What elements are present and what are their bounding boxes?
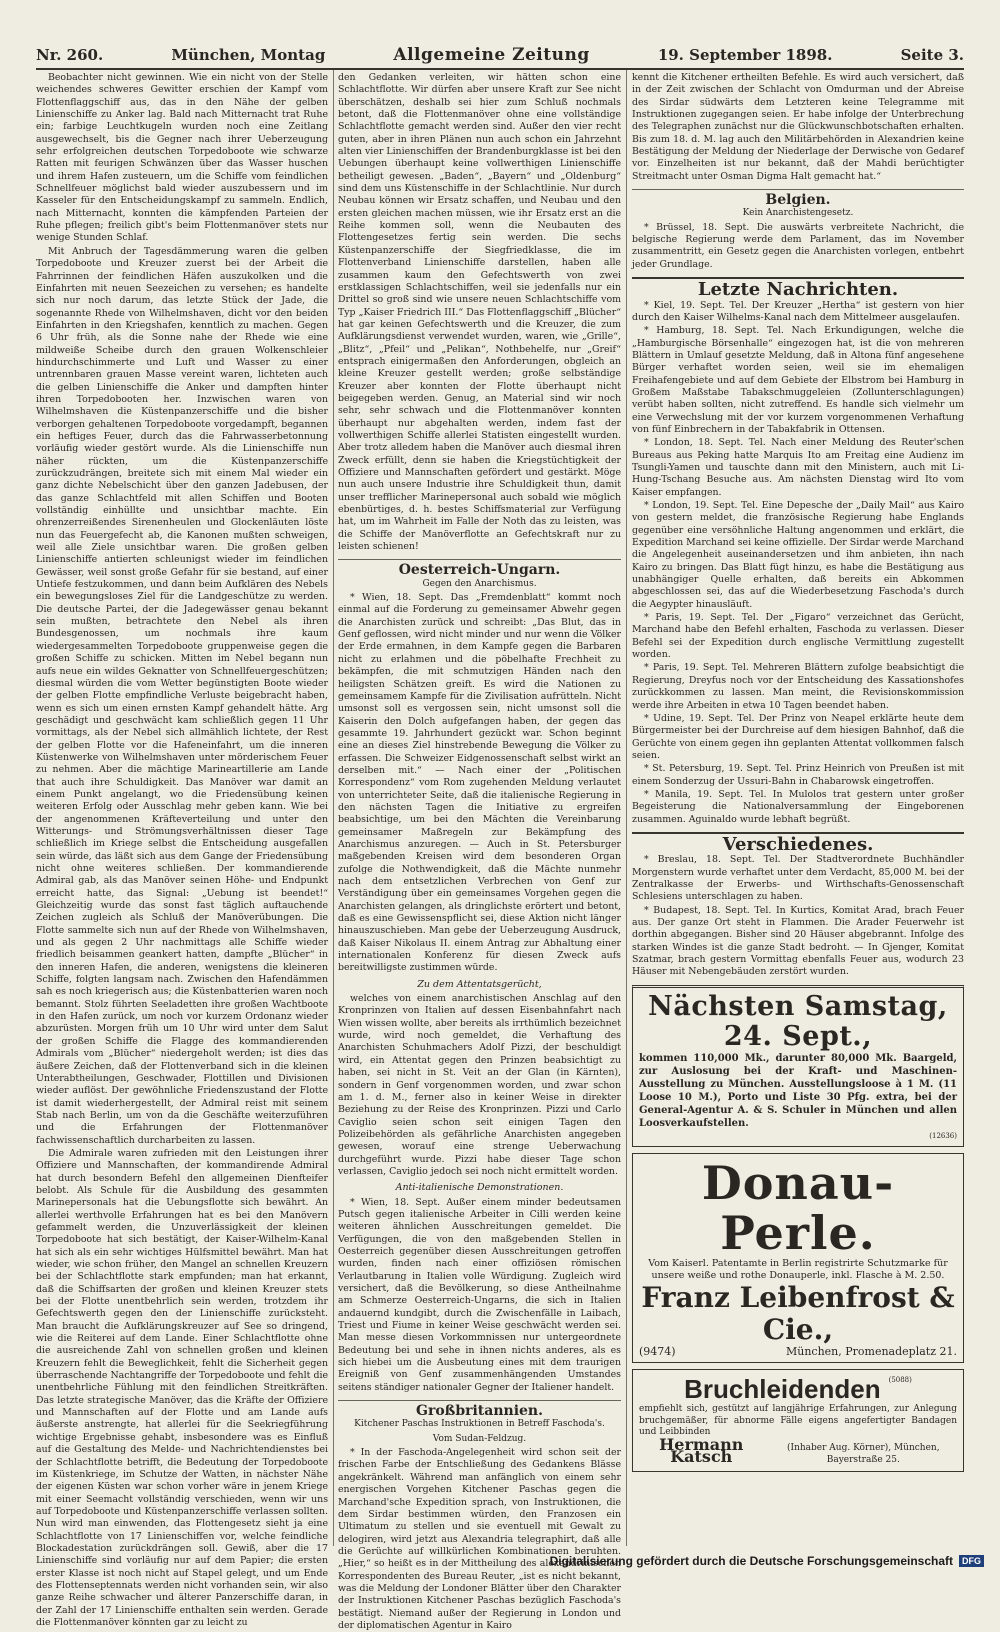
ad-text: kommen 110,000 Mk., darunter 80,000 Mk. Baargeld, zur Auslosung bei der Kraft- und Maschinen-Ausstellung zu München. Ausstellungsloose à 1 M. (11 Loose 10 M.), Porto und Liste 30 Pfg. extra, bei der General-Agentur A. & S. Schuler in München und allen Loosverkaufstellen. xyxy=(639,1052,957,1129)
article-paragraph: kennt die Kitchener ertheilten Befehle. Es wird auch versichert, daß in der Zeit zwischen der Schlacht von Omdurman und der Abreise des Sirdar südwärts dem Letzteren keine Telegramme mit Instruktionen zugegangen seien. Er habe infolge der Unterbrechung des Telegraphen zunächst nur die Glückwunschbotschaften erhalten. Bis zum 18. d. M. lag auch den Militärbehörden in Alexandrien keine Bestätigung der Meldung der Niederlage der Derwische von Gedaref vor. Einzelheiten ist nur bekannt, daß der Mahdi berüchtigter Streitmacht unter Osman Digma Halt gemacht hat.“ xyxy=(632,72,964,182)
place-day: München, Montag xyxy=(171,46,326,64)
ad-firm-row xyxy=(639,1434,957,1467)
article-paragraph: * In der Faschoda-Angelegenheit wird schon seit der frischen Farbe der Entschließung des Gedankens Blässe angekränkelt. Während man anfänglich von einem sehr energischen Vorgehen Kitchener Paschas gegen die Marchand'sche Expedition sprach, von Instruktionen, die dem Sirdar bestimmen würden, den Franzosen ein Ultimatum zu stellen und sie eventuell mit Gewalt zu delogiren, wird jetzt aus Alexandria telegraphirt, daß alle die Gerüchte auf willkürlichen Kombinationen beruhten. „Hier,“ so heißt es in der Mittheilung des alexandrinischen Korrespondenten des Bureau Reuter, „ist es nicht bekannt, was die Meldung der Londoner Blätter über den Charakter der Instruktionen Kitchener Paschas bezüglich Faschoda's bestätigt. Niemand außer der Regierung in London und der diplomatischen Agentur in Kairo xyxy=(338,1447,621,1631)
article-paragraph: * Brüssel, 18. Sept. Die auswärts verbreitete Nachricht, die belgische Regierung werde dem Parlament, das im November zusammentritt, ein Gesetz gegen die Anarchisten vorlegen, entbehrt jeder Grundlage. xyxy=(632,221,964,270)
page-number: Seite 3. xyxy=(900,46,964,64)
article-paragraph: Die Admirale waren zufrieden mit den Leistungen ihrer Offiziere und Mannschaften, der kommandirende Admiral hat durch besondern Befehl den allgemeinen Dienfteifer belobt. Als Schule für die Ausbildung des gesammten Marinepersonals hat die Uebungsflotte sich bewährt. An allerlei werthvolle Erfahrungen hat es bei den Manövern gefammelt werden, die Unzuverlässigkeit der kleinen Torpedoboote hat sich bestätigt, der Kaiser-Wilhelm-Kanal hat sich als ein sehr wichtiges Hülfsmittel bewährt. Man hat wieder, wie schon früher, den Mangel an schnellen Kreuzern bei der Schlachtflotte stark empfunden; man hat erkannt, daß die Schiffsarten der großen und kleinen Kreuzer stets bei der Flotte unentbehrlich sein werden, trotzdem ihr Gefechtswerth gegen den der Linienschiffe zurücksteht. Man braucht die Aufklärungskreuzer auf See so dringend, wie die Reiterei auf dem Lande. Einer Schlachtflotte ohne die ausreichende Zahl von schnellen großen und kleinen Kreuzern fehlt die Beweglichkeit, fehlt die Sicherheit gegen überraschende Nachtangriffe der Torpedoboote und fehlt die unentbehrliche Fühlung mit den feindlichen Streitkräften. Das letzte strategische Manöver, das die Kräfte der Offiziere und Mannschaften auf der Flotte und am Lande aufs äußerste anstrengte, hat allerlei für die Seekriegführung wichtige Ergebnisse gehabt, insbesondere was es Einfluß auf die Gestaltung des Melde- und Nachrichtendienstes bei der Schlachtflotte betrifft, die Bedeutung der Torpedoboote im Küstenkriege, im Schutze der Watten, in nächster Nähe der eigenen Küsten war schon vorher wäre in jenem Kriege mit einer Seemacht vollständig verschieden, wenn wir uns auf Torpedoboote und Küstenpanzerschiffe verlassen sollten. Nun wird man einwenden, das Flottengesetz sieht ja eine Schlachtflotte von 17 Linienschiffen vor, welche feindliche Blockadestation zurückdrängen soll. Gewiß, aber die 17 Linienschiffe sind vorläufig nur auf dem Papier; die ersten erster Klasse ist noch nicht auf Stapel gelegt, und um Ende des Flottenseptennats werden nicht vorhanden sein, wir also ganze Reihe schwacher und älterer Panzerschiffe daran, in der Zahl der 17 Linienschiffe enthalten sein werden. Gerade die Flottenmanöver könnten gar zu leicht zu xyxy=(36,1147,328,1628)
ad-firm-name: Franz Leibenfrost & Cie., xyxy=(641,1281,955,1347)
news-item: * Manila, 19. Sept. Tel. In Mulolos trat gestern unter großer Begeisterung die Nationalversammlung der Eingeborenen zusammen. Aguinaldo wurde lebhaft begrüßt. xyxy=(632,788,964,825)
issue-number: Nr. 260. xyxy=(36,46,104,64)
article-paragraph: * Wien, 18. Sept. Das „Fremdenblatt“ kommt noch einmal auf die Forderung zu gemeinsamer Abwehr gegen die Anarchisten zurück und schreibt: „Das Blut, das in Genf geflossen, wird nicht minder und nur wenn die Völker der Erde ermahnen, in dem Kampfe gegen die Barbaren nicht zu erlahmen und die pöbelhafte Frechheit zu bekämpfen, die mit schmutzigen Händen nach den heiligsten Schätzen greift. Es wird die Nationen zu gemeinsamem Kampfe für die Zivilisation aufrütteln. Nicht umsonst soll es vergossen sein, nicht umsonst soll die Kaiserin den Dolch aufgefangen haben, der gegen das gesammte 19. Jahrhundert gezückt war. Schon beginnt eine an dieses Ziel hinstrebende Bewegung die Völker zu erfassen. Die Schweizer Eidgenossenschaft selbst wirkt an derselben mit.“ — Nach einer der „Politischen Korrespondenz“ vom Rom zugehenden Meldung verlautet von unterrichteter Seite, daß die italienische Regierung in den nächsten Tagen die Initiative zu ergreifen beabsichtige, um bei den Mächten die Vereinbarung gemeinsamer Maßregeln zur Bekämpfung des Anarchismus anzuregen. — Auch in St. Petersburger maßgebenden Kreisen wird dem besonderen Organ zufolge die Nothwendigkeit, daß die Mächte nunmehr nach dem entsetzlichen Verbrechen von Genf zur Verständigung über ein gemeinsames Vorgehen gegen die Anarchisten gelangen, als dringlichste erörtert und betont, daß es eine Gewissenspflicht sei, diese Aktion nicht länger hinauszuschieben. Man gebe der Ueberzeugung Ausdruck, daß Kaiser Nikolaus II. einem Antrag zur Abhaltung einer internationalen Konferenz für diesen Zweck aufs bereitwilligste zustimmen würde. xyxy=(338,592,621,974)
section-heading-austria: Oesterreich-Ungarn. xyxy=(338,559,621,576)
ad-reference: (9474) xyxy=(639,1345,676,1359)
dfg-logo: DFG xyxy=(959,1555,984,1567)
news-item: * Udine, 19. Sept. Tel. Der Prinz von Neapel erklärte heute dem Bürgermeister bei der Durchreise auf dem hiesigen Bahnhof, daß die Gerüchte von einem gegen ihn geplanten Attentat vollkommen falsch seien. xyxy=(632,712,964,761)
section-heading-belgium: Belgien. xyxy=(632,189,964,206)
section-subheading: Kein Anarchistengesetz. xyxy=(742,208,854,219)
column-divider xyxy=(626,70,627,1546)
ad-address: (Inhaber Aug. Körner), München, Bayerstraße 25. xyxy=(787,1442,940,1466)
ad-address-row xyxy=(639,1346,957,1358)
ad-headline: Bruchleidenden xyxy=(684,1374,881,1405)
article-paragraph: Beobachter nicht gewinnen. Wie ein nicht von der Stelle weichendes schweres Gewitter erschien der Kampf vom Flottenflaggschiff aus, das in den Nähe der gelben Linienschiffe zu Anker lag. Bald nach Mitternacht trat Ruhe ein; farbige Leuchtkugeln wurden noch eine Zeitlang ausgewechselt, bis die Gegner nach ihrer Ueberzeugung sehr erfolgreichen deutschen Torpedoboote wie schwarze Ratten mit feurigen Schwänzen über das Wasser huschen und ihrem Hafen zusteuern, um die Schiffe vom feindlichen Schnellfeuer möglichst bald wieder auszubessern und im Kasseler für den Entscheidungskampf zu sammeln. Endlich, nach Mitternacht, konnten die kämpfenden Parteien der Ruhe pflegen; freilich gibt's beim Flottenmanöver stets nur wenige Stunden Schlaf. xyxy=(36,72,328,244)
issue-date: 19. September 1898. xyxy=(657,46,833,64)
ad-headline: Donau-Perle. xyxy=(701,1156,895,1261)
news-item: * Kiel, 19. Sept. Tel. Der Kreuzer „Hertha“ ist gestern von hier durch den Kaiser Wilhelms-Kanal nach dem Mittelmeer ausgelaufen. xyxy=(632,299,964,323)
section-subheading: Kitchener Paschas Instruktionen in Betreff Faschoda's. xyxy=(354,1419,605,1430)
news-item: * London, 18. Sept. Tel. Nach einer Meldung des Reuter'schen Bureaus aus Peking hatte Marquis Ito am Freitag eine Audienz im Tsungli-Yamen und tauschte dann mit den Ministern, auch mit Li-Hung-Tschang Besuche aus. Am nächsten Dienstag wird Ito vom Kaiser empfangen. xyxy=(632,437,964,498)
ad-firm-name: Hermann Katsch xyxy=(659,1434,744,1467)
news-item: * London, 19. Sept. Tel. Eine Depesche der „Daily Mail“ aus Kairo von gestern meldet, die französische Regierung habe Englands gegenüber eine versöhnliche Haltung angenommen und erklärt, die Expedition Marchand sei keine offizielle. Der Sirdar werde Marchand die Angelegenheit auseinandersetzen und ihm anbieten, ihn nach Kairo zu bringen. Das Blatt fügt hinzu, es habe die Bestätigung aus unabhängiger Quelle erhalten, daß bereits ein Abkommen abgeschlossen sei, das auf die Wiederbesetzung Faschoda's durch die Aegypter hinausläuft. xyxy=(632,500,964,610)
ad-reference: (12636) xyxy=(929,1131,957,1140)
ad-address: München, Promenadeplatz 21. xyxy=(785,1345,957,1359)
ad-text: Vom Kaiserl. Patentamte in Berlin registrirte Schutzmarke für unsere weiße und rothe Donauperle, inkl. Flasche à M. 2.50. xyxy=(648,1258,948,1282)
article-paragraph: welches von einem anarchistischen Anschlag auf den Kronprinzen von Italien auf dessen Eisenbahnfahrt nach Wien wissen wollte, aber bereits als irrthümlich bezeichnet wurde, wird noch gemeldet, die Verhaftung des Anarchisten Schuhmachers Adolf Pizzi, der beschuldigt wird, ein Attentat gegen den Prinzen beabsichtigt zu haben, sei nicht in St. Veit an der Glan (in Kärnten), sondern in Genf vorgenommen worden, und zwar schon am 1. d. M., ferner also in keiner Weise in direkter Beziehung zu der Reise des Kronprinzen. Pizzi und Carlo Caviglio seien schon seit einigen Tagen den Polizeibehörden als gefährliche Anarchisten angegeben gewesen, worauf eine strenge Ueberwachung durchgeführt wurde. Pizzi habe dieser Tage schon verlassen, Caviglio jedoch sei noch nicht ermittelt worden. xyxy=(338,993,621,1177)
article-paragraph: Mit Anbruch der Tagesdämmerung waren die gelben Torpedoboote und Kreuzer zuerst bei der Arbeit die Fahrrinnen der feindlichen Häfen auszukolken und die Einfahrten mit neuen Seezeichen zu versehen; es handelte sich nur noch darum, das letzte Stück der Jade, die sogenannte Rhede von Wilhelmshaven, dicht vor den beiden Einfahrten in den Kriegshafen, kenntlich zu machen. Gegen 6 Uhr früh, als die Sonne nahe der Rhede wie eine mildweiße Scheibe durch den grauen Wolkenschleier hindurchschimmerte und Luft und Wasser zu einer untrennbaren grauen Masse vereint waren, lichteten auch die gelben Linienschiffe die Anker und dampften hinter ihren Torpedobooten her. Inzwischen waren von Wilhelmshaven die Küstenpanzerschiffe und die bisher verborgen gehaltenen Torpedoboote vorgedampft, begannen ein heftiges Feuer, durch das die Fahrwasserbetonnung vorläufig wieder gestört wurde. Als die Linienschiffe nun näher rückten, um die Küstenpanzerschiffe zurückzudrängen, breitete sich mit einem Mal wieder ein ganz dichte Nebelschicht über den ganzen Jadebusen, der das ganze Schlachtfeld mit allen Schiffen und Booten vollständig einhüllte und unsichtbar machte. Ein ohrenzerreißendes Sirenenheulen und Glockenläuten löste nun das Feuergefecht ab, die Kanonen mußten schweigen, weil alle Ziele unsichtbar waren. Die großen gelben Linienschiffe antierten schleunigst wieder im feindlichen Gewässer, weil sonst große Gefahr für sie bestand, auf einer Untiefe festzukommen, und dann beim Aufklären des Nebels ein bewegungsloses Ziel für die Landgeschütze zu werden. Die deutsche Partei, der die Jadegewässer genau bekannt sein mußten, betrachtete den Nebel als ihren Bundesgenossen, um nochmals ihre kaum wiedergesammelten Torpedoboote gruppenweise gegen die großen Schiffe zu schicken. Mitten im Nebel begann nun aufs neue ein wildes Geknatter von Schnellfeuergeschützen; diesmal würden die vom Wetter begünstigten Boote wieder der gelben Flotte empfindliche Verluste beigebracht haben, wenn es sich um einen ernsten Kampf gehandelt hätte. Arg geschädigt und geschwächt kam schließlich gegen 11 Uhr vormittags, als der Nebel sich allmählich lichtete, der Rest der gelben Flotte vor die Hafeneinfahrt, um die inneren Küstenwerke von Wilhelmshaven unter mörderischem Feuer zu nehmen. Aber die mächtige Marineartillerie am Lande that auch ihre Schuldigkeit. Das Manöver war damit an einem Punkt angelangt, wo die Friedensübung keinen weiteren Erfolg oder Ausschlag mehr geben kann. Wie bei der angenommenen Kräfteverteilung und unter den Witterungs- und Strömungsverhältnissen dieser Tage schließlich im Kriege selbst die Entscheidung ausgefallen sein würde, das läßt sich aus dem Gange der Friedensübung nicht ohne weiteres schließen. Der kommandierende Admiral gab, als das Manöver seinen Höhe- und Endpunkt erreicht hatte, das Signal: „Uebung ist beendet!“ Gleichzeitig wurde das sonst fast täglich auftauchende Zeichen zugleich als Schluß der Manöverübungen. Die Flotte sammelte sich nun auf der Rhede von Wilhelmshaven, und als gegen 2 Uhr nachmittags alle Schiffe wieder friedlich beisammen geankert hatten, dampfte „Blücher“ in den inneren Hafen, die anderen, wenigstens die kleineren Schiffe, folgten langsam nach. Zwischen den Hafendämmen sah es noch kriegerisch aus; die Küstenbatterien waren noch bemannt. Stolz führten Seeladetten ihre großen Wachtboote in den Hafen zurück, um noch vor kurzem Ordonanz wieder abzurüsten. Morgen früh um 10 Uhr wird unter dem Salut der großen Schiffe die Flagge des kommandierenden Admirals vom „Blücher“ niedergeholt werden; ist dies das äußere Zeichen, daß der Flottenverband sich in die kleinen Unterabtheilungen, Geschwader, Flottillen und Divisionen wieder auflöst. Der gewöhnliche Friedenszustand der Flotte ist damit wiederhergestellt, der Admiral reist mit seinem Stab nach Berlin, um von da die Geschäfte weiterzuführen und die Erfahrungen der Flottenmanöver fachwissenschaftlich durcharbeiten zu lassen. xyxy=(36,245,328,1146)
news-item: * Breslau, 18. Sept. Tel. Der Stadtverordnete Buchhändler Morgenstern wurde verhaftet unter dem Verdacht, 85,000 M. bei der Zentralkasse der Erwerbs- und Wirthschafts-Genossenschaft Schlesiens unterschlagen zu haben. xyxy=(632,854,964,903)
section-heading-miscellaneous: Verschiedenes. xyxy=(632,832,964,851)
credit-text: Digitalisierung gefördert durch die Deutsche Forschungsgemeinschaft xyxy=(549,1554,953,1568)
column-1 xyxy=(36,72,328,1628)
section-heading-latest-news: Letzte Nachrichten. xyxy=(632,277,964,296)
column-2 xyxy=(338,72,621,1631)
lottery-advertisement xyxy=(632,985,964,1147)
digitization-credit xyxy=(550,1554,984,1568)
page-header xyxy=(36,44,964,70)
ad-text: empfiehlt sich, gestützt auf langjährige Erfahrungen, zur Anlegung bruchgemäßer, für abnorme Fälle eigens angefertigter Bandagen und Leibbinden xyxy=(639,1404,957,1438)
news-item: * Hamburg, 18. Sept. Tel. Nach Erkundigungen, welche die „Hamburgische Börsenhalle“ eingezogen hat, ist die von mehreren Blättern in Umlauf gesetzte Meldung, daß in Altona fünf angesehene Bürger verhaftet worden seien, weil sie im ehemaligen Freihafengebiete und auf dem Gebiete der Elbstrom bei Hamburg in Großem Maßstabe Tabakschmuggeleien (Zollunterschlagungen) verübt haben sollten, nicht zutreffend. Es handle sich vielmehr um eine Verwechslung mit der vor kurzem vorgenommenen Verhaftung von fünf Einbrechern in der Tabakfabrik in Ottensen. xyxy=(632,325,964,435)
column-divider xyxy=(333,70,334,1546)
newspaper-title: Allgemeine Zeitung xyxy=(393,45,590,65)
section-heading-britain: Großbritannien. xyxy=(338,1400,621,1417)
news-item: * Budapest, 18. Sept. Tel. In Kurtics, Komitat Arad, brach Feuer aus. Der ganze Ort steht in Flammen. Die Arader Feuerwehr ist dorthin abgegangen. Bisher sind 20 Häuser abgebrannt. Infolge des starken Windes ist die ganze Stadt bedroht. — In Gjenger, Komitat Szatmar, brach gestern Vormittag ebenfalls Feuer aus, wodurch 23 Häuser mit Nebengebäuden zerstört wurden. xyxy=(632,904,964,978)
ad-headline: Nächsten Samstag, 24. Sept., xyxy=(648,990,948,1052)
section-subheading: Vom Sudan-Feldzug. xyxy=(432,1433,527,1444)
article-paragraph: den Gedanken verleiten, wir hätten schon eine Schlachtflotte. Wir dürfen aber unsere Kraft zur See nicht überschätzen, deshalb sei hier zum Schluß nochmals betont, daß die Flottenmanöver ohne eine vollständige Schlachtflotte gemacht werden sind. Außer den vier recht guten, aber in ihren Plänen nun auch schon ein Jahrzehnt alten vier Linienschiffen der Brandenburgklasse ist bei den Uebungen überhaupt keine vollwerthigen Linienschiffe betheiligt gewesen. „Baden“, „Bayern“ und „Oldenburg“ sind dem uns Küstenschiffe in der Schlachtlinie. Nur durch Neubau können wir Ersatz schaffen, und Neubau und den ersten gleichen machen müssen, wie ihr Ersatz erst an die Reihe kommen soll, wenn die Neubauten des Flottengesetzes fertig sein werden. Die sechs Küstenpanzerschiffe der Siegfriedklasse, die im Flottenverband Linienschiffe darstellen, haben alle zusammen kaum den Gefechtswerth von zwei erstklassigen Schlachtschiffen, weil sie jedenfalls nur ein Drittel so groß sind wie unsere neuen Schlachtschiffe vom Typ „Kaiser Friedrich III.“ Das Flottenflaggschiff „Blücher“ hat gar keinen Gefechtswerth und die Kreuzer, die zum Aufklärungsdienst verwendet wurden, waren, wie „Grille“, „Blitz“, „Pfeil“ und „Pelikan“, Nothbehelfe, nur „Greif“ entsprach einigermaßen den Anforderungen, obgleich an kleine Kreuzer gestellt werden; große selbständige Kreuzer aber konnten der Flotte überhaupt nicht beigegeben werden. Genug, an Material sind wir noch sehr, sehr schwach und die Flottenmanöver konnten überhaupt nur abgehalten werden, indem fast der vollwerthigen Schiffe allerlei Statisten eingestellt wurden. Aber trotz alledem haben die Manöver auch diesmal ihren Zweck erfüllt, denn sie haben die Kriegstüchtigkeit der Offiziere und Mannschaften gefördert und gestärkt. Möge nun auch unsere Industrie ihre Schuldigkeit thun, damit unser trefflicher Marinepersonal auch sobald wie möglich ebenbürtiges, d. h. bestes Schiffsmaterial zur Verfügung hat, um im Wahrheit im Falle der Noth das zu leisten, was die Schiffe der Manöverflotte an Gefechtskraft nur zu leisten schienen! xyxy=(338,72,621,553)
ad-headline-row xyxy=(639,1374,957,1404)
article-subheading: Zu dem Attentatsgerücht, xyxy=(417,978,542,990)
column-3 xyxy=(632,72,964,1544)
news-item: * Paris, 19. Sept. Tel. Mehreren Blättern zufolge beabsichtigt die Regierung, Dreyfus noch vor der Entscheidung des Kassationshofes zurückkommen zu lassen. Man meint, die Revisionskommission werde ihre Arbeiten in etwa 10 Tagen beendet haben. xyxy=(632,662,964,711)
news-item: * St. Petersburg, 19. Sept. Tel. Prinz Heinrich von Preußen ist mit einem Sonderzug der Ussuri-Bahn in Chabarowsk eingetroffen. xyxy=(632,763,964,787)
ad-reference: (5088) xyxy=(888,1376,912,1385)
donau-perle-advertisement xyxy=(632,1153,964,1363)
bruchleidenden-advertisement xyxy=(632,1369,964,1471)
article-paragraph: * Wien, 18. Sept. Außer einem minder bedeutsamen Putsch gegen italienische Arbeiter in Cilli werden keine weiteren ähnlichen Ausschreitungen gemeldet. Die Verfügungen, die von den maßgebenden Stellen in Oesterreich gegenüber diesen Ausschreitungen getroffen wurden, finden nach einer offiziösen römischen Verlautbarung in Italien volle Würdigung. Zugleich wird versichert, daß die Bevölkerung, so diese Antheilnahme am Schmerze Oesterreich-Ungarns, die sich in Italien andauernd kundgibt, durch die Zwischenfälle in Laibach, Triest und Fiume in keiner Weise geschwächt werden sei. Man messe diesen Vorkommnissen nur untergeordnete Bedeutung bei und sehe in ihnen nichts anderes, als es sich hiebei um die Ausbeutung eines mit dem traurigen Ereigniß von Genf zusammenhängenden Umstandes seitens ständiger nationaler Gegner der Italiener handelt. xyxy=(338,1196,621,1393)
news-item: * Paris, 19. Sept. Tel. Der „Figaro“ verzeichnet das Gerücht, Marchand habe den Befehl erhalten, Faschoda zu verlassen. Dieser Befehl sei der Expedition durch englische Vermittlung zugestellt worden. xyxy=(632,612,964,661)
section-subheading: Gegen den Anarchismus. xyxy=(422,578,537,589)
article-subheading: Anti-italienische Demonstrationen. xyxy=(395,1182,564,1194)
